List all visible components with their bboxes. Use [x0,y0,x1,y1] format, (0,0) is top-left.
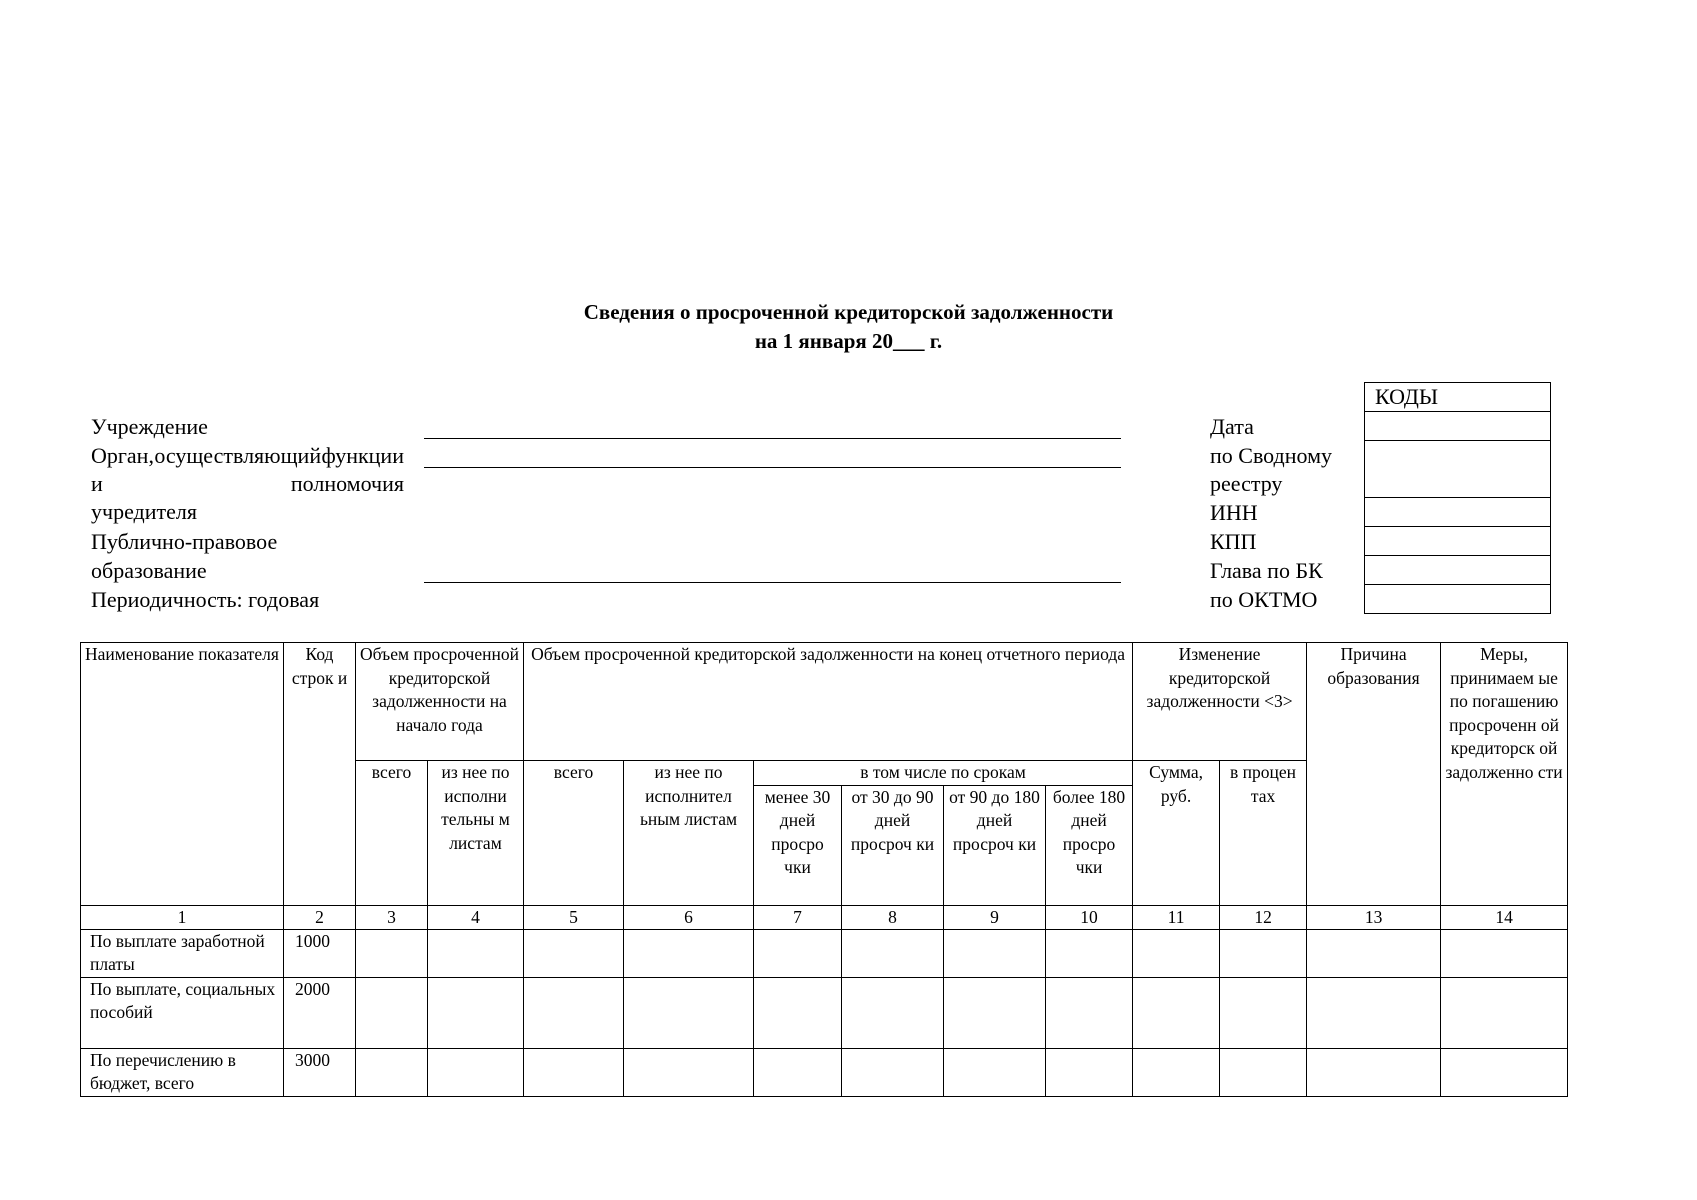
code-cell-inn[interactable] [1365,498,1551,527]
data-cell[interactable] [842,1048,944,1096]
code-cell-oktmo[interactable] [1365,585,1551,614]
col-number: 12 [1220,905,1307,929]
data-cell[interactable] [1441,977,1568,1048]
data-cell[interactable] [1441,929,1568,977]
data-cell[interactable] [1046,929,1133,977]
data-cell[interactable] [428,1048,524,1096]
table-row [81,977,1568,1048]
col-number: 3 [356,905,428,929]
code-cell-registry[interactable] [1365,441,1551,498]
data-cell[interactable] [1133,1048,1220,1096]
data-cell[interactable] [524,1048,624,1096]
data-cell[interactable] [842,929,944,977]
table-row [81,929,1568,977]
col-number: 7 [754,905,842,929]
col-head-90-180: от 90 до 180 дней просроч ки [944,785,1046,905]
code-label-registry-2: реестру [1210,471,1283,496]
data-cell[interactable] [1220,977,1307,1048]
data-cell[interactable] [624,929,754,977]
col-head-by-terms: в том числе по срокам [754,761,1133,786]
founder-organ-word: осуществляющий [154,443,322,468]
public-entity-label-2: образование [91,558,207,583]
col-head-total-end: всего [524,761,624,906]
codes-table [1364,382,1551,614]
data-cell[interactable] [1133,977,1220,1048]
data-cell[interactable] [754,977,842,1048]
public-entity-field-line[interactable] [424,582,1121,583]
col-head-percent: в процен тах [1220,761,1307,906]
col-number: 10 [1046,905,1133,929]
data-cell[interactable] [1046,1048,1133,1096]
col-number: 9 [944,905,1046,929]
table-row [81,1048,1568,1096]
col-head-writs-end: из нее по исполнител ьным листам [624,761,754,906]
column-numbers-row [81,905,1568,929]
founder-organ-word: Орган, [91,443,154,468]
row-label: По выплате заработной платы [81,929,284,977]
title-line-2: на 1 января 20___ г. [754,329,943,353]
code-cell-date[interactable] [1365,412,1551,441]
col-head-measures: Меры, принимаем ые по погашению просроченн ой кредиторск ой задолженно сти [1441,643,1568,906]
row-label: По перечислению в бюджет, всего [81,1048,284,1096]
founder-organ-field-line[interactable] [424,467,1121,468]
col-number: 14 [1441,905,1568,929]
document-title [0,298,1697,356]
col-number: 6 [624,905,754,929]
code-label-chapter: Глава по БК [1210,558,1323,583]
col-number: 11 [1133,905,1220,929]
code-label-date: Дата [1210,414,1254,439]
col-head-start-volume: Объем просроченной кредиторской задолженности на начало года [356,643,524,761]
periodicity-label: Периодичность: годовая [91,587,320,612]
data-cell[interactable] [754,929,842,977]
founder-organ-word: полномочия [290,471,404,496]
data-cell[interactable] [1307,929,1441,977]
founder-organ-label [91,442,404,526]
data-cell[interactable] [524,977,624,1048]
row-code: 1000 [284,929,356,977]
public-entity-label-1: Публично-правовое [91,529,278,554]
data-cell[interactable] [356,977,428,1048]
overdue-debt-table [80,642,1568,1097]
codes-heading: КОДЫ [1365,383,1551,412]
founder-organ-word: функции [321,443,404,468]
row-code: 2000 [284,977,356,1048]
data-cell[interactable] [1220,929,1307,977]
col-head-gt180: более 180 дней просро чки [1046,785,1133,905]
founder-organ-label-justified [91,442,404,498]
founder-organ-label-last: учредителя [91,499,197,524]
col-number: 2 [284,905,356,929]
col-head-reason: Причина образования [1307,643,1441,906]
col-head-lt30: менее 30 дней просро чки [754,785,842,905]
founder-organ-word: и [91,471,103,496]
data-cell[interactable] [1441,1048,1568,1096]
data-cell[interactable] [944,1048,1046,1096]
col-head-sum-rub: Сумма, руб. [1133,761,1220,906]
data-cell[interactable] [1307,1048,1441,1096]
row-code: 3000 [284,1048,356,1096]
code-label-oktmo: по ОКТМО [1210,587,1318,612]
code-label-kpp: КПП [1210,529,1257,554]
col-number: 5 [524,905,624,929]
data-cell[interactable] [624,1048,754,1096]
col-head-total-start: всего [356,761,428,906]
data-cell[interactable] [944,977,1046,1048]
col-number: 1 [81,905,284,929]
col-number: 4 [428,905,524,929]
code-cell-chapter[interactable] [1365,556,1551,585]
col-head-code: Код строк и [284,643,356,906]
col-number: 8 [842,905,944,929]
data-cell[interactable] [754,1048,842,1096]
data-cell[interactable] [524,929,624,977]
institution-label: Учреждение [91,414,208,439]
data-cell[interactable] [428,977,524,1048]
data-cell[interactable] [1220,1048,1307,1096]
row-label: По выплате, социальных пособий [81,977,284,1048]
col-head-30-90: от 30 до 90 дней просроч ки [842,785,944,905]
institution-field-line[interactable] [424,438,1121,439]
data-cell[interactable] [428,929,524,977]
title-line-1: Сведения о просроченной кредиторской задолженности [583,300,1114,324]
col-head-writs-start: из нее по исполни тельны м листам [428,761,524,906]
col-head-end-volume: Объем просроченной кредиторской задолженности на конец отчетного периода [524,643,1133,761]
data-cell[interactable] [842,977,944,1048]
code-label-inn: ИНН [1210,500,1258,525]
data-cell[interactable] [1307,977,1441,1048]
code-label-registry-1: по Сводному [1210,443,1333,468]
col-head-change: Изменение кредиторской задолженности <3> [1133,643,1307,761]
col-head-name: Наименование показателя [81,643,284,906]
data-cell[interactable] [356,929,428,977]
data-cell[interactable] [356,1048,428,1096]
data-cell[interactable] [1046,977,1133,1048]
code-cell-kpp[interactable] [1365,527,1551,556]
data-cell[interactable] [624,977,754,1048]
data-cell[interactable] [944,929,1046,977]
col-number: 13 [1307,905,1441,929]
data-cell[interactable] [1133,929,1220,977]
